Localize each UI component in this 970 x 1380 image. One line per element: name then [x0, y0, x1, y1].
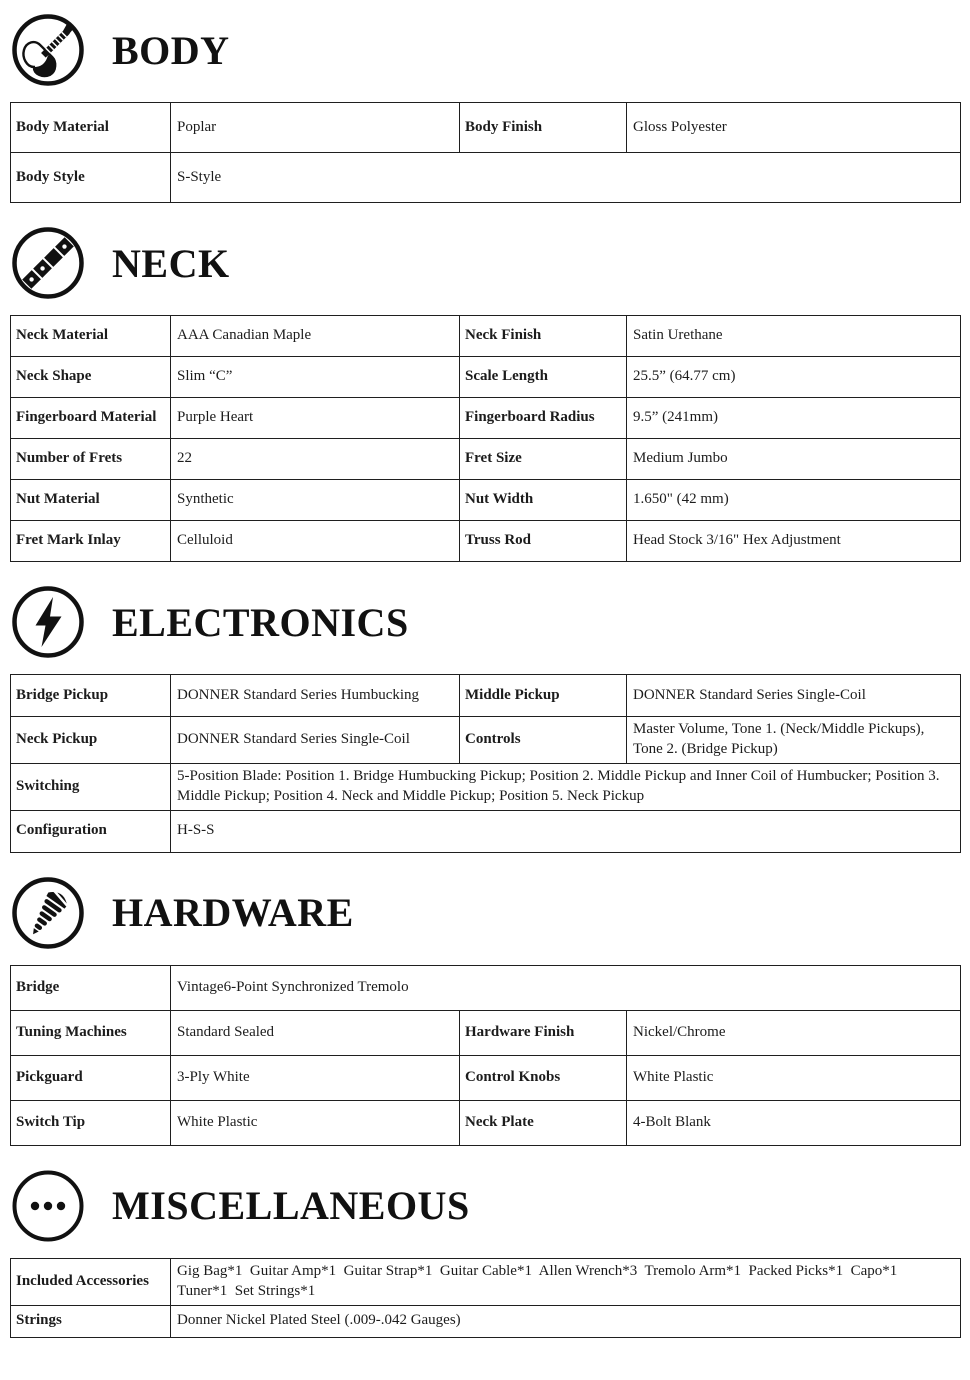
- section-title: HARDWARE: [112, 890, 354, 936]
- spec-value: H-S-S: [171, 810, 961, 852]
- spec-value: White Plastic: [171, 1100, 460, 1145]
- spec-label: Switch Tip: [11, 1100, 171, 1145]
- body-section: [10, 14, 960, 203]
- guitar-body-icon: [12, 14, 84, 86]
- spec-label: Bridge Pickup: [11, 675, 171, 717]
- spec-label: Hardware Finish: [460, 1010, 627, 1055]
- spec-label: Body Material: [11, 103, 171, 153]
- neck-section: [10, 227, 960, 562]
- spec-label: Nut Material: [11, 480, 171, 521]
- spec-value: Satin Urethane: [627, 316, 961, 357]
- guitar-neck-icon: [12, 227, 84, 299]
- spec-label: Included Accessories: [11, 1258, 171, 1305]
- spec-value: Poplar: [171, 103, 460, 153]
- spec-value: Gloss Polyester: [627, 103, 961, 153]
- miscellaneous-spec-table: [10, 1258, 961, 1338]
- spec-value: S-Style: [171, 153, 961, 203]
- body-spec-table: [10, 102, 961, 203]
- spec-label: Neck Pickup: [11, 717, 171, 764]
- spec-label: Fingerboard Radius: [460, 398, 627, 439]
- section-title: NECK: [112, 240, 230, 286]
- spec-value: Head Stock 3/16" Hex Adjustment: [627, 521, 961, 562]
- spec-row: [11, 1258, 961, 1305]
- hardware-section-header: [10, 877, 960, 949]
- spec-row: [11, 480, 961, 521]
- miscellaneous-section-header: [10, 1170, 960, 1242]
- spec-value: Gig Bag*1 Guitar Amp*1 Guitar Strap*1 Guitar Cable*1 Allen Wrench*3 Tremolo Arm*1 Packed Picks*1 Capo*1 Tuner*1 Set Strings*1: [171, 1258, 961, 1305]
- spec-label: Bridge: [11, 965, 171, 1010]
- lightning-bolt-icon: [12, 586, 84, 658]
- spec-label: Body Finish: [460, 103, 627, 153]
- spec-row: [11, 965, 961, 1010]
- spec-row: [11, 153, 961, 203]
- spec-label: Control Knobs: [460, 1055, 627, 1100]
- spec-label: Neck Finish: [460, 316, 627, 357]
- spec-row: [11, 763, 961, 810]
- spec-label: Fret Size: [460, 439, 627, 480]
- screw-icon: [12, 877, 84, 949]
- spec-label: Switching: [11, 763, 171, 810]
- spec-label: Scale Length: [460, 357, 627, 398]
- spec-value: 1.650" (42 mm): [627, 480, 961, 521]
- spec-value: 22: [171, 439, 460, 480]
- spec-value: Nickel/Chrome: [627, 1010, 961, 1055]
- spec-value: White Plastic: [627, 1055, 961, 1100]
- spec-label: Truss Rod: [460, 521, 627, 562]
- spec-value: Master Volume, Tone 1. (Neck/Middle Pickups), Tone 2. (Bridge Pickup): [627, 717, 961, 764]
- spec-label: Neck Material: [11, 316, 171, 357]
- spec-label: Neck Shape: [11, 357, 171, 398]
- spec-label: Tuning Machines: [11, 1010, 171, 1055]
- spec-row: [11, 810, 961, 852]
- miscellaneous-section: [10, 1170, 960, 1338]
- spec-row: [11, 1305, 961, 1337]
- section-title: ELECTRONICS: [112, 599, 409, 645]
- spec-label: Fret Mark Inlay: [11, 521, 171, 562]
- spec-label: Controls: [460, 717, 627, 764]
- hardware-spec-table: [10, 965, 961, 1146]
- spec-label: Nut Width: [460, 480, 627, 521]
- ellipsis-icon: [12, 1170, 84, 1242]
- spec-label: Strings: [11, 1305, 171, 1337]
- section-title: MISCELLANEOUS: [112, 1183, 470, 1229]
- spec-value: DONNER Standard Series Single-Coil: [171, 717, 460, 764]
- spec-value: 25.5” (64.77 cm): [627, 357, 961, 398]
- hardware-section: [10, 877, 960, 1146]
- spec-value: DONNER Standard Series Single-Coil: [627, 675, 961, 717]
- neck-section-header: [10, 227, 960, 299]
- spec-label: Pickguard: [11, 1055, 171, 1100]
- spec-row: [11, 357, 961, 398]
- spec-value: DONNER Standard Series Humbucking: [171, 675, 460, 717]
- spec-value: Synthetic: [171, 480, 460, 521]
- spec-value: 3-Ply White: [171, 1055, 460, 1100]
- spec-label: Fingerboard Material: [11, 398, 171, 439]
- spec-value: AAA Canadian Maple: [171, 316, 460, 357]
- spec-row: [11, 103, 961, 153]
- spec-value: Celluloid: [171, 521, 460, 562]
- spec-label: Middle Pickup: [460, 675, 627, 717]
- spec-row: [11, 1100, 961, 1145]
- electronics-section-header: [10, 586, 960, 658]
- spec-value: Donner Nickel Plated Steel (.009-.042 Gauges): [171, 1305, 961, 1337]
- spec-row: [11, 521, 961, 562]
- spec-row: [11, 316, 961, 357]
- neck-spec-table: [10, 315, 961, 562]
- spec-label: Neck Plate: [460, 1100, 627, 1145]
- spec-row: [11, 1055, 961, 1100]
- spec-row: [11, 398, 961, 439]
- electronics-section: [10, 586, 960, 853]
- electronics-spec-table: [10, 674, 961, 853]
- spec-value: Medium Jumbo: [627, 439, 961, 480]
- spec-row: [11, 439, 961, 480]
- spec-value: 9.5” (241mm): [627, 398, 961, 439]
- spec-value: Purple Heart: [171, 398, 460, 439]
- spec-label: Number of Frets: [11, 439, 171, 480]
- spec-value: 5-Position Blade: Position 1. Bridge Humbucking Pickup; Position 2. Middle Pickup and Inner Coil of Humbucker; Position 3. Middle Pickup; Position 4. Neck and Middle Pickup; Position 5. Neck Pickup: [171, 763, 961, 810]
- spec-label: Body Style: [11, 153, 171, 203]
- body-section-header: [10, 14, 960, 86]
- spec-row: [11, 1010, 961, 1055]
- spec-row: [11, 717, 961, 764]
- spec-value: Slim “C”: [171, 357, 460, 398]
- spec-row: [11, 675, 961, 717]
- spec-value: 4-Bolt Blank: [627, 1100, 961, 1145]
- section-title: BODY: [112, 27, 230, 73]
- spec-value: Standard Sealed: [171, 1010, 460, 1055]
- spec-value: Vintage6-Point Synchronized Tremolo: [171, 965, 961, 1010]
- spec-label: Configuration: [11, 810, 171, 852]
